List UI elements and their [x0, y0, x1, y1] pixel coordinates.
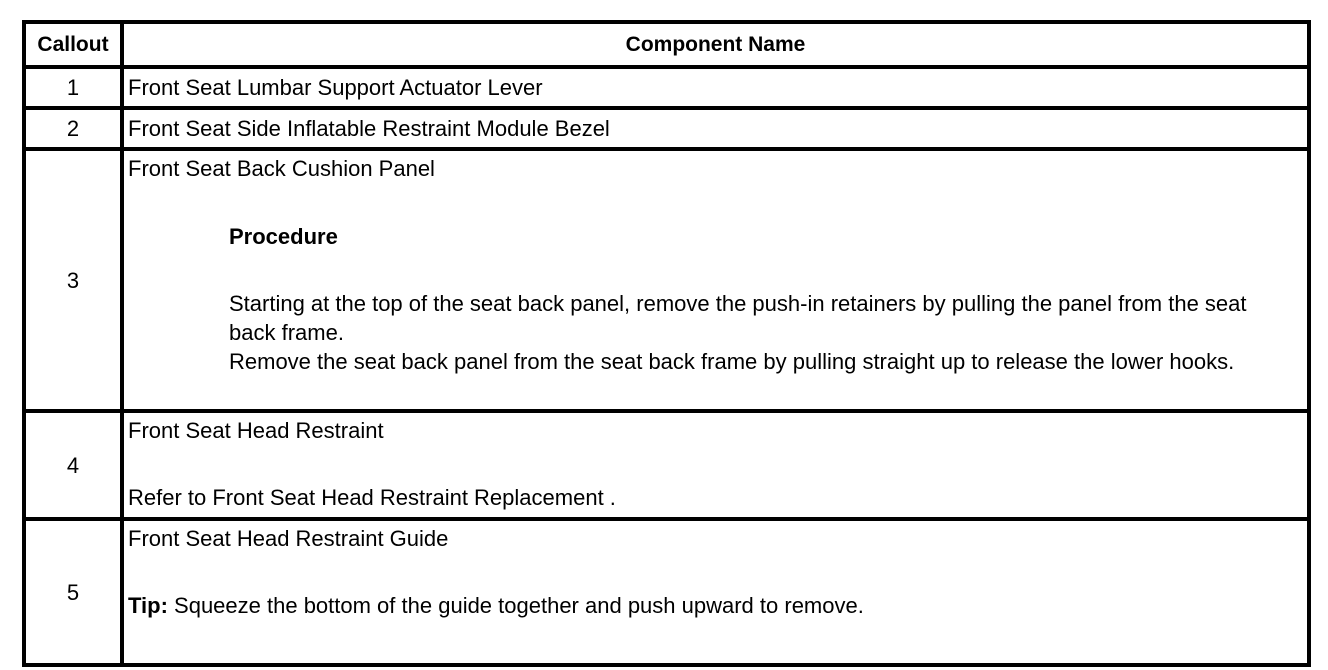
- component-cell: [122, 411, 1309, 519]
- component-name-column-header: Component Name: [122, 22, 1309, 67]
- component-name: Front Seat Side Inflatable Restraint Module Bezel: [122, 108, 1309, 149]
- component-name: Front Seat Head Restraint Guide: [128, 526, 449, 551]
- procedure-step: Remove the seat back panel from the seat back frame by pulling straight up to release the lower hooks.: [229, 349, 1235, 374]
- component-name: Front Seat Head Restraint: [128, 418, 384, 443]
- component-cell: [122, 149, 1309, 411]
- callout-column-header: Callout: [24, 22, 122, 67]
- callout-number: 1: [24, 67, 122, 108]
- reference-note[interactable]: Refer to Front Seat Head Restraint Replacement .: [128, 485, 616, 510]
- callout-number: 5: [24, 519, 122, 665]
- component-table: [22, 20, 1311, 667]
- table-row: [24, 149, 1309, 411]
- callout-number: 4: [24, 411, 122, 519]
- procedure-block: [128, 222, 1297, 376]
- callout-number: 2: [24, 108, 122, 149]
- table-row: [24, 67, 1309, 108]
- tip-note: [128, 591, 1297, 620]
- component-name: Front Seat Back Cushion Panel: [128, 156, 435, 181]
- tip-label: Tip:: [128, 593, 168, 618]
- table-header-row: [24, 22, 1309, 67]
- table-row: [24, 519, 1309, 665]
- tip-text: Squeeze the bottom of the guide together and push upward to remove.: [167, 593, 864, 618]
- procedure-step: Starting at the top of the seat back panel, remove the push-in retainers by pulling the panel from the seat back frame.: [229, 291, 1247, 345]
- component-name: Front Seat Lumbar Support Actuator Lever: [122, 67, 1309, 108]
- procedure-steps: [229, 289, 1297, 376]
- callout-number: 3: [24, 149, 122, 411]
- table-row: [24, 411, 1309, 519]
- component-cell: [122, 519, 1309, 665]
- table-row: [24, 108, 1309, 149]
- procedure-title: Procedure: [229, 224, 338, 249]
